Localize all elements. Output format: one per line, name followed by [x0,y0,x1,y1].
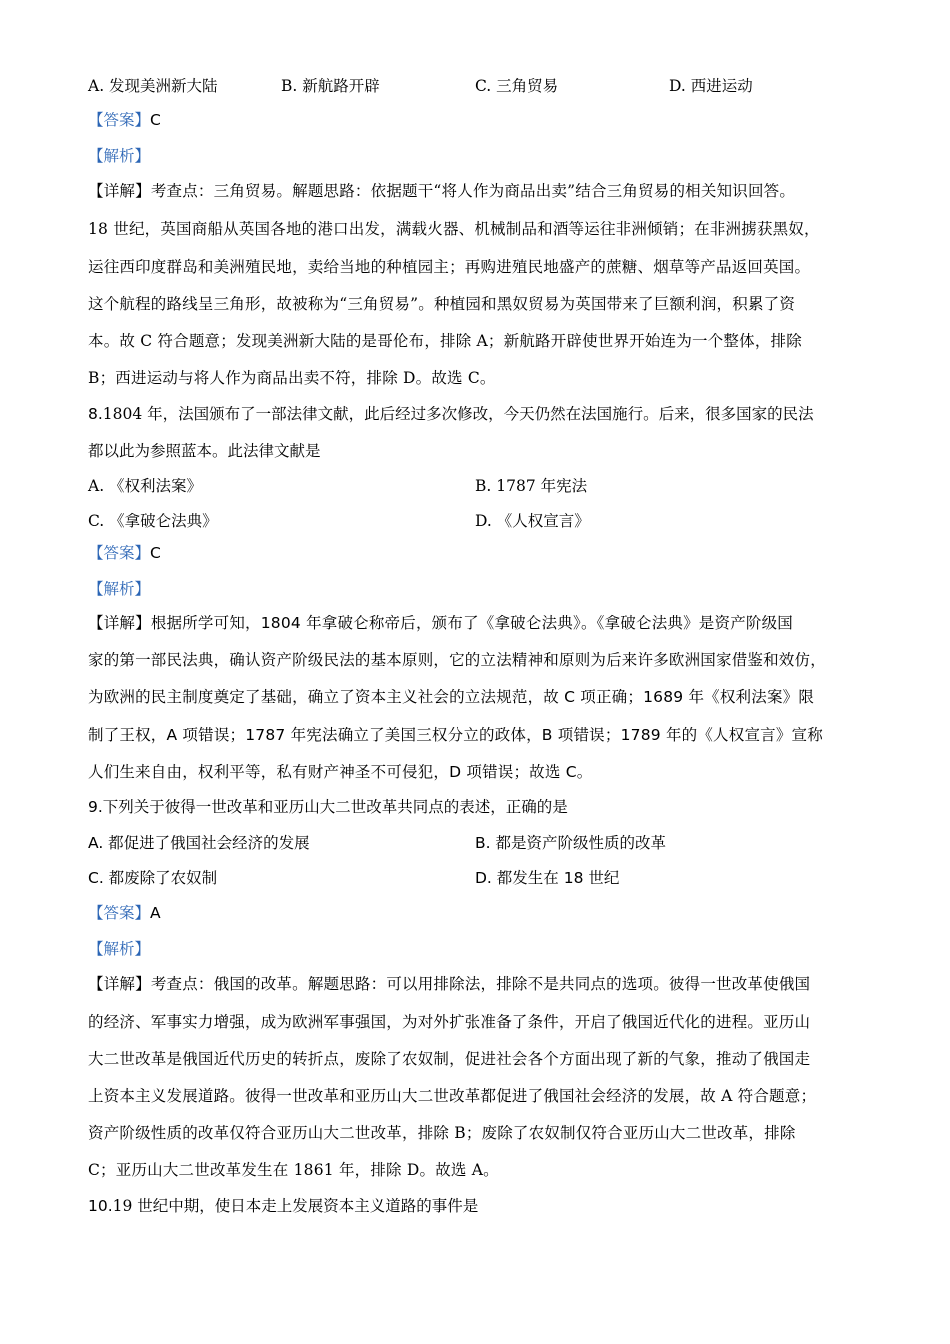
q7-detail-line: 这个航程的路线呈三角形，故被称为“三角贸易”。种植园和黑奴贸易为英国带来了巨额利润，积累了资 [88,295,796,313]
q9-analysis-tag: 【解析】 [88,940,151,958]
question-number: 9. [88,798,103,816]
q7-answer [88,110,161,130]
answer-value: A [150,904,161,922]
q9-option-c: C. 都废除了农奴制 [88,869,218,887]
q7-detail-line: 本。故 C 符合题意；发现美洲新大陆的是哥伦布，排除 A；新航路开辟使世界开始连为一个整体，排除 [88,332,802,350]
q8-detail-line: 为欧洲的民主制度奠定了基础，确立了资本主义社会的立法规范，故 C 项正确；1689 年《权利法案》限 [88,688,815,706]
q9-stem: 9.下列关于彼得一世改革和亚历山大二世改革共同点的表述，正确的是 [88,798,568,816]
q7-detail-line: 运往西印度群岛和美洲殖民地，卖给当地的种植园主；再购进殖民地盛产的蔗糖、烟草等产品返回英国。 [88,258,811,276]
q8-detail-line: 人们生来自由，权利平等，私有财产神圣不可侵犯，D 项错误；故选 C。 [88,763,593,781]
q8-analysis-tag: 【解析】 [88,580,151,598]
q7-option-b: B. 新航路开辟 [281,77,380,95]
q7-analysis-tag: 【解析】 [88,147,151,165]
q9-detail-line: 资产阶级性质的改革仅符合亚历山大二世改革，排除 B；废除了农奴制仅符合亚历山大二世改革，排除 [88,1124,796,1142]
q8-option-c: C. 《拿破仑法典》 [88,512,218,530]
q9-detail-line: 大二世改革是俄国近代历史的转折点，废除了农奴制，促进社会各个方面出现了新的气象，推动了俄国走 [88,1050,811,1068]
q8-option-a: A. 《权利法案》 [88,477,203,495]
q9-detail-line: 【详解】考查点：俄国的改革。解题思路：可以用排除法，排除不是共同点的选项。彼得一世改革使俄国 [88,975,811,993]
answer-value: C [150,111,161,129]
answer-tag: 【答案】 [88,904,151,922]
q9-option-a: A. 都促进了俄国社会经济的发展 [88,834,310,852]
q9-detail-line: 上资本主义发展道路。彼得一世改革和亚历山大二世改革都促进了俄国社会经济的发展，故 A 符合题意； [88,1087,817,1105]
q8-detail-line: 【详解】根据所学可知，1804 年拿破仑称帝后，颁布了《拿破仑法典》。《拿破仑法典》是资产阶级国 [88,614,793,632]
q8-stem: 8.1804 年，法国颁布了一部法律文献，此后经过多次修改，今天仍然在法国施行。后来，很多国家的民法 [88,405,814,423]
q9-answer [88,903,161,923]
q7-option-c: C. 三角贸易 [475,77,559,95]
answer-tag: 【答案】 [88,111,151,129]
question-number: 10. [88,1197,113,1215]
q7-option-a: A. 发现美洲新大陆 [88,77,218,95]
q9-option-b: B. 都是资产阶级性质的改革 [475,834,666,852]
question-number: 8. [88,405,103,423]
q8-detail-line: 制了王权，A 项错误；1787 年宪法确立了美国三权分立的政体，B 项错误；1789 年的《人权宣言》宣称 [88,726,823,744]
answer-tag: 【答案】 [88,544,151,562]
q9-option-d: D. 都发生在 18 世纪 [475,869,620,887]
q8-option-d: D. 《人权宣言》 [475,512,590,530]
detail-tag: 【详解】 [88,182,151,200]
answer-value: C [150,544,161,562]
q9-detail-line: C；亚历山大二世改革发生在 1861 年，排除 D。故选 A。 [88,1161,499,1179]
q10-stem: 10.19 世纪中期，使日本走上发展资本主义道路的事件是 [88,1197,479,1215]
detail-tag: 【详解】 [88,614,151,632]
q7-detail-line: 【详解】考查点：三角贸易。解题思路：依据题干“将人作为商品出卖”结合三角贸易的相关知识回答。 [88,182,796,200]
q7-detail-line: 18 世纪，英国商船从英国各地的港口出发，满载火器、机械制品和酒等运往非洲倾销；在非洲掳获黑奴， [88,220,820,238]
q8-stem-line: 都以此为参照蓝本。此法律文献是 [88,442,321,460]
q9-detail-line: 的经济、军事实力增强，成为欧洲军事强国，为对外扩张准备了条件，开启了俄国近代化的进程。亚历山 [88,1013,811,1031]
detail-tag: 【详解】 [88,975,151,993]
q7-detail-line: B；西进运动与将人作为商品出卖不符，排除 D。故选 C。 [88,369,496,387]
q7-option-d: D. 西进运动 [669,77,753,95]
q8-option-b: B. 1787 年宪法 [475,477,588,495]
q8-answer [88,543,161,563]
q8-detail-line: 家的第一部民法典，确认资产阶级民法的基本原则，它的立法精神和原则为后来许多欧洲国家借鉴和效仿， [88,651,826,669]
